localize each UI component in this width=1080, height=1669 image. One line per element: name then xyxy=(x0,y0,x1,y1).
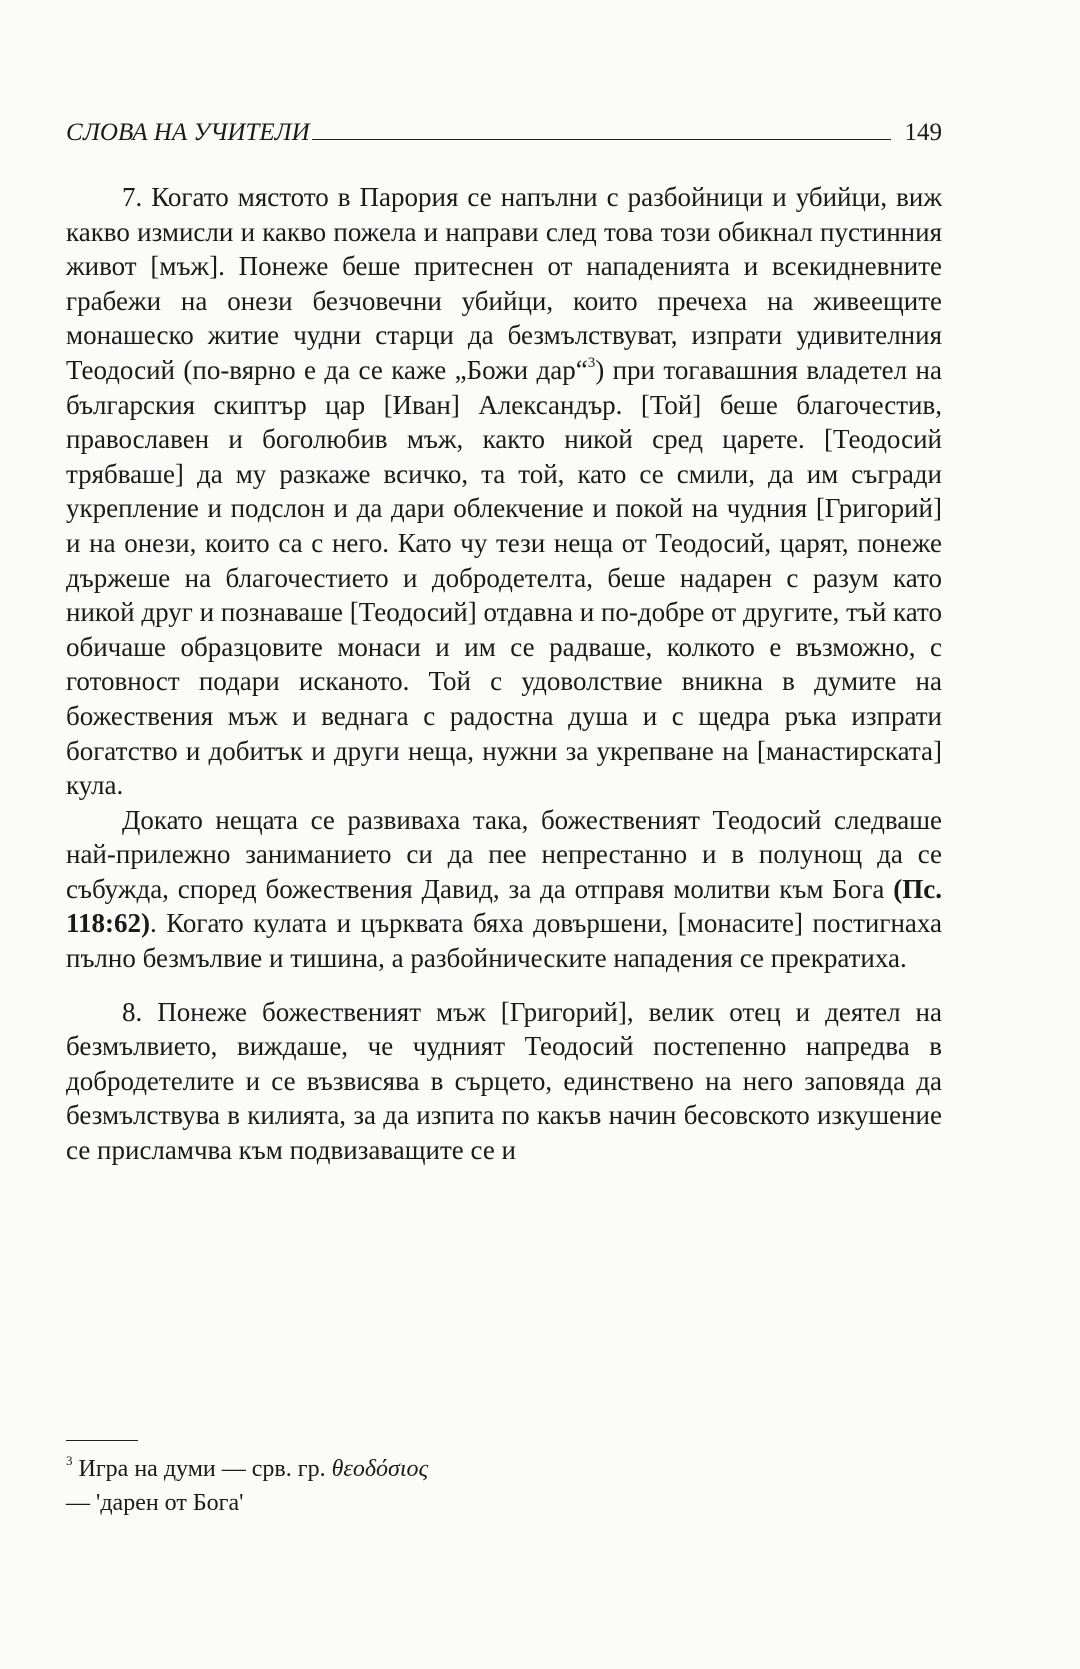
paragraph-7 xyxy=(66,180,942,803)
footnote-line xyxy=(66,1452,586,1486)
paragraph-text: . Когато кулата и църквата бяха довършени, [монасите] постигнаха пълно безмълвие и тишина, а разбойническите нападения се прекратиха. xyxy=(66,908,942,974)
paragraph-8: 8. Понеже божественият мъж [Григорий], велик отец и деятел на безмълвието, виждаше, че чудният Теодосий постепенно напредва в добродетелите и се възвисява в сърцето, единствено на него заповяда да безмълствува в килията, за да изпита по какъв начин бесовското изкушение се присламчва към подвизаващите се и xyxy=(66,996,942,1166)
paragraph-text: 7. Когато мястото в Парория се напълни с разбойници и убийци, виж какво измисли и какво пожела и направи след това този обикнал пустинния живот [мъж]. Понеже беше притеснен от нападенията и всекидневните грабежи на онези безчовечни убийци, които пречеха на живеещите монашеско житие чудни старци да безмълствуват, изпрати удивителния Теодосий (по-вярно е да се каже „Божи дар“ xyxy=(66,182,942,385)
paragraph-text: Докато нещата се развиваха така, божественият Теодосий следваше най-прилежно заниманието си да пее непрестанно и в полунощ да се събужда, според божествения Давид, за да отправя молитви към Бога xyxy=(66,804,942,904)
footnote-text: Игра на думи — срв. гр. xyxy=(78,1456,326,1482)
running-head xyxy=(66,104,946,148)
footnote-number: 3 xyxy=(66,1453,73,1468)
header-rule xyxy=(312,139,891,140)
running-title: СЛОВА НА УЧИТЕЛИ xyxy=(66,119,310,146)
footnote-gloss: — 'дарен от Бога' xyxy=(66,1490,244,1516)
footnote-rule xyxy=(66,1440,138,1441)
scripture-reference: (Пс. 118:62) xyxy=(66,873,942,939)
footnote-marker[interactable]: 3 xyxy=(587,354,596,371)
paragraph-text: ) при тогавашния владетел на българския скиптър цар [Иван] Александър. [Той] беше благочестив, православен и боголюбив мъж, както никой сред царете. [Теодосий трябваше] да му разкаже всичко, та той, като се смили, да им съгради укрепление и подслон и да дари облекчение и покой на чудния [Григорий] и на онези, които са с него. Като чу тези неща от Теодосий, царят, понеже държеше на благочестието и добродетелта, беше надарен с разум като никой друг и познаваше [Теодосий] отдавна и по-добре от другите, тъй като обичаше образцовите монаси и им се радваше, колкото е възможно, с готовност подари исканото. Той с удоволствие вникна в думите на божествения мъж и веднага с радостна душа и с щедра ръка изпрати богатство и добитък и други неща, нужни за укрепване на [манастирската] кула. xyxy=(66,354,942,801)
greek-word: θεοδόσιος xyxy=(331,1456,429,1482)
paragraph-continuation xyxy=(66,803,942,976)
footnote xyxy=(66,1452,586,1520)
page-number: 149 xyxy=(904,119,942,146)
body-text xyxy=(66,180,942,1168)
